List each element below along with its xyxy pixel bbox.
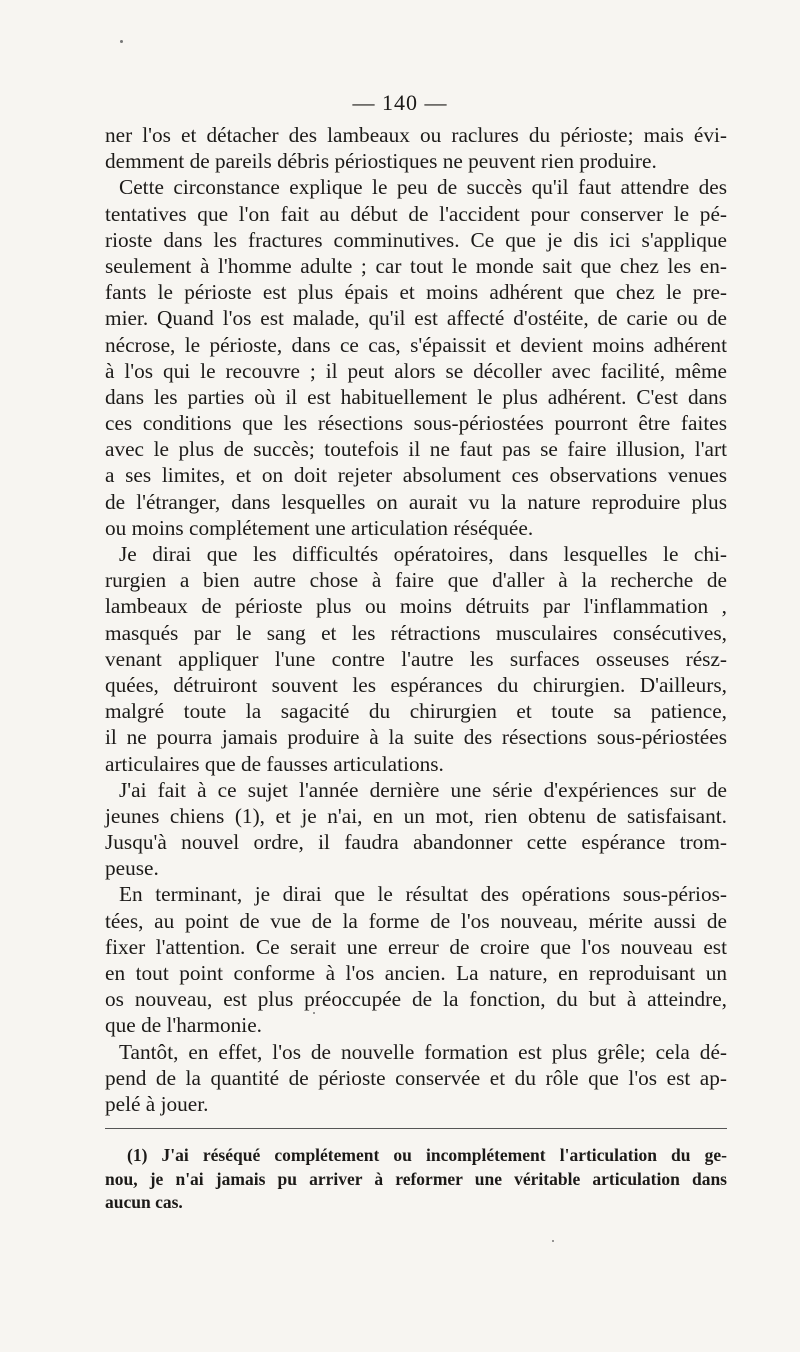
- text-line: mier. Quand l'os est malade, qu'il est affecté d'ostéite, de carie ou de: [105, 306, 727, 331]
- text-line: Je dirai que les difficultés opératoires, dans lesquelles le chi-: [119, 542, 727, 566]
- footnote-line: nou, je n'ai jamais pu arriver à reformer une véritable articulation dans: [105, 1168, 727, 1189]
- text-line: tentatives que l'on fait au début de l'accident pour conserver le pé-: [105, 201, 727, 226]
- text-line: Jusqu'à nouvel ordre, il faudra abandonner cette espérance trom-: [105, 830, 727, 855]
- text-line: articulaires que de fausses articulations.: [105, 751, 444, 776]
- text-line: fixer l'attention. Ce serait une erreur de croire que l'os nouveau est: [105, 934, 727, 959]
- text-line: quées, détruiront souvent les espérances du chirurgien. D'ailleurs,: [105, 672, 727, 697]
- text-line: dans les parties où il est habituellement le plus adhérent. C'est dans: [105, 384, 727, 409]
- text-line: lambeaux de périoste plus ou moins détruits par l'inflammation ,: [105, 594, 727, 619]
- text-line: rioste dans les fractures comminutives. Ce que je dis ici s'applique: [105, 227, 727, 252]
- text-line: ou moins complétement une articulation réséquée.: [105, 515, 534, 540]
- footnote: [105, 1144, 727, 1215]
- text-line: En terminant, je dirai que le résultat des opérations sous-périos-: [119, 882, 727, 907]
- text-line: rurgien a bien autre chose à faire que d'aller à la recherche de: [105, 568, 727, 593]
- paper-speck: [120, 40, 123, 43]
- text-line: seulement à l'homme adulte ; car tout le monde sait que chez les en-: [105, 253, 727, 278]
- footnote-line: (1) J'ai réséqué complétement ou incomplétement l'articulation du ge-: [127, 1145, 727, 1165]
- text-line: venant appliquer l'une contre l'autre les surfaces osseuses rész-: [105, 646, 727, 671]
- text-line: Cette circonstance explique le peu de succès qu'il faut attendre des: [119, 175, 727, 200]
- text-line: demment de pareils débris périostiques ne peuvent rien produire.: [105, 149, 657, 174]
- paper-speck: [552, 1240, 554, 1242]
- text-line: a ses limites, et on doit rejeter absolument ces observations venues: [105, 463, 727, 488]
- text-line: que de l'harmonie.: [105, 1013, 263, 1038]
- text-line: Tantôt, en effet, l'os de nouvelle formation est plus grêle; cela dé-: [119, 1039, 727, 1064]
- text-line: ner l'os et détacher des lambeaux ou raclures du périoste; mais évi-: [105, 123, 727, 147]
- text-line: il ne pourra jamais produire à la suite des résections sous-périostées: [105, 725, 727, 750]
- page-number: — 140 —: [352, 90, 448, 115]
- text-line: ces conditions que les résections sous-périostées pourront être faites: [105, 411, 727, 436]
- text-line: os nouveau, est plus préoccupée de la fonction, du but à atteindre,: [105, 987, 727, 1012]
- text-line: pend de la quantité de périoste conservée et du rôle que l'os est ap-: [105, 1065, 727, 1090]
- text-line: malgré toute la sagacité du chirurgien et toute sa patience,: [105, 699, 727, 724]
- text-line: peuse.: [105, 856, 159, 881]
- footnote-rule: [105, 1128, 727, 1129]
- body-text: [105, 122, 727, 1117]
- text-line: jeunes chiens (1), et je n'ai, en un mot, rien obtenu de satisfaisant.: [105, 803, 727, 828]
- text-line: à l'os qui le recouvre ; il peut alors se décoller avec facilité, même: [105, 358, 727, 383]
- text-line: en tout point conforme à l'os ancien. La nature, en reproduisant un: [105, 961, 727, 985]
- text-line: nécrose, le périoste, dans ce cas, s'épaissit et devient moins adhérent: [105, 332, 727, 357]
- footnote-line: aucun cas.: [105, 1192, 183, 1212]
- text-line: tées, au point de vue de la forme de l'os nouveau, mérite aussi de: [105, 908, 727, 933]
- text-line: avec le plus de succès; toutefois il ne faut pas se faire illusion, l'art: [105, 437, 727, 462]
- text-line: masqués par le sang et les rétractions musculaires consécutives,: [105, 620, 727, 645]
- text-line: fants le périoste est plus épais et moins adhérent que chez le pre-: [105, 280, 727, 305]
- paper-speck: [313, 1012, 315, 1014]
- text-line: pelé à jouer.: [105, 1091, 209, 1116]
- text-line: de l'étranger, dans lesquelles on aurait vu la nature reproduire plus: [105, 489, 727, 514]
- text-line: J'ai fait à ce sujet l'année dernière une série d'expériences sur de: [119, 777, 727, 802]
